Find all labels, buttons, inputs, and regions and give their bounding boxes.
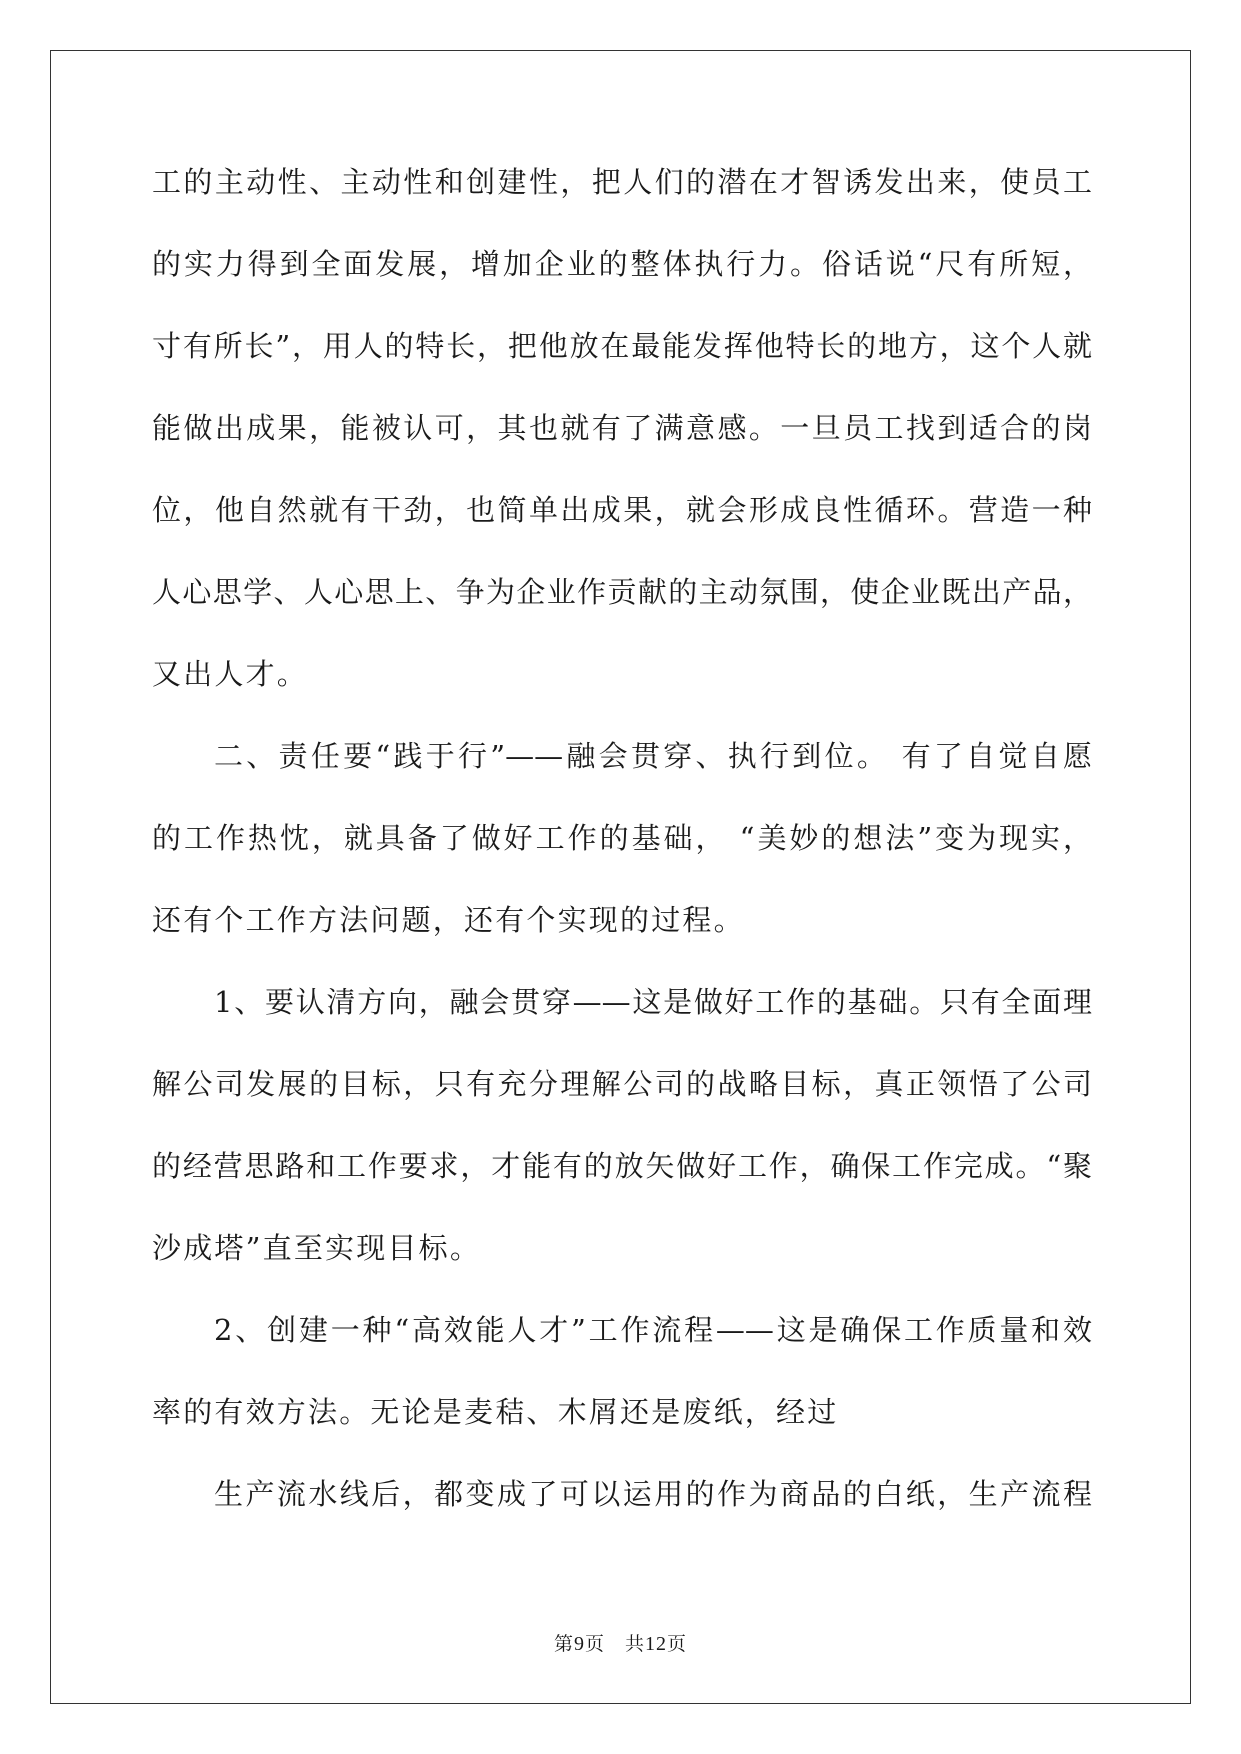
text-line: 的实力得到全面发展，增加企业的整体执行力。俗话说“尺有所短， (152, 247, 1092, 281)
text-line: 解公司发展的目标，只有充分理解公司的战略目标，真正领悟了公司 (152, 1067, 1092, 1101)
total-prefix: 共 (625, 1633, 646, 1655)
text-line: 生产流水线后，都变成了可以运用的作为商品的白纸，生产流程 (214, 1477, 1092, 1511)
section-heading-line: 二、责任要“践于行”——融会贯穿、执行到位。 有了自觉自愿 (214, 739, 1092, 773)
total-pages: 12 (645, 1633, 668, 1655)
text-line: 工的主动性、主动性和创建性，把人们的潜在才智诱发出来，使员工 (152, 165, 1092, 199)
total-suffix: 页 (667, 1633, 688, 1655)
text-line: 能做出成果，能被认可，其也就有了满意感。一旦员工找到适合的岗 (152, 411, 1092, 445)
document-body (152, 162, 1092, 1556)
page-number: 9 (573, 1633, 585, 1655)
page-prefix: 第 (553, 1633, 574, 1655)
numbered-item-line: 2、创建一种“高效能人才”工作流程——这是确保工作质量和效 (214, 1313, 1092, 1347)
text-line: 人心思学、人心思上、争为企业作贡献的主动氛围，使企业既出产品， (152, 575, 1092, 609)
text-line: 的经营思路和工作要求，才能有的放矢做好工作，确保工作完成。“聚 (152, 1149, 1092, 1183)
text-line: 的工作热忱，就具备了做好工作的基础， “美妙的想法”变为现实， (152, 821, 1092, 855)
text-line: 寸有所长”，用人的特长，把他放在最能发挥他特长的地方，这个人就 (152, 329, 1092, 363)
text-line: 又出人才。 (152, 657, 309, 691)
text-line: 位，他自然就有干劲，也简单出成果，就会形成良性循环。营造一种 (152, 493, 1092, 527)
numbered-item-line: 1、要认清方向，融会贯穿——这是做好工作的基础。只有全面理 (214, 985, 1092, 1019)
text-line: 率的有效方法。无论是麦秸、木屑还是废纸，经过 (152, 1395, 839, 1429)
page-footer (0, 1632, 1241, 1656)
text-line: 沙成塔”直至实现目标。 (152, 1231, 482, 1265)
text-line: 还有个工作方法问题，还有个实现的过程。 (152, 903, 745, 937)
page-suffix: 页 (584, 1633, 605, 1655)
